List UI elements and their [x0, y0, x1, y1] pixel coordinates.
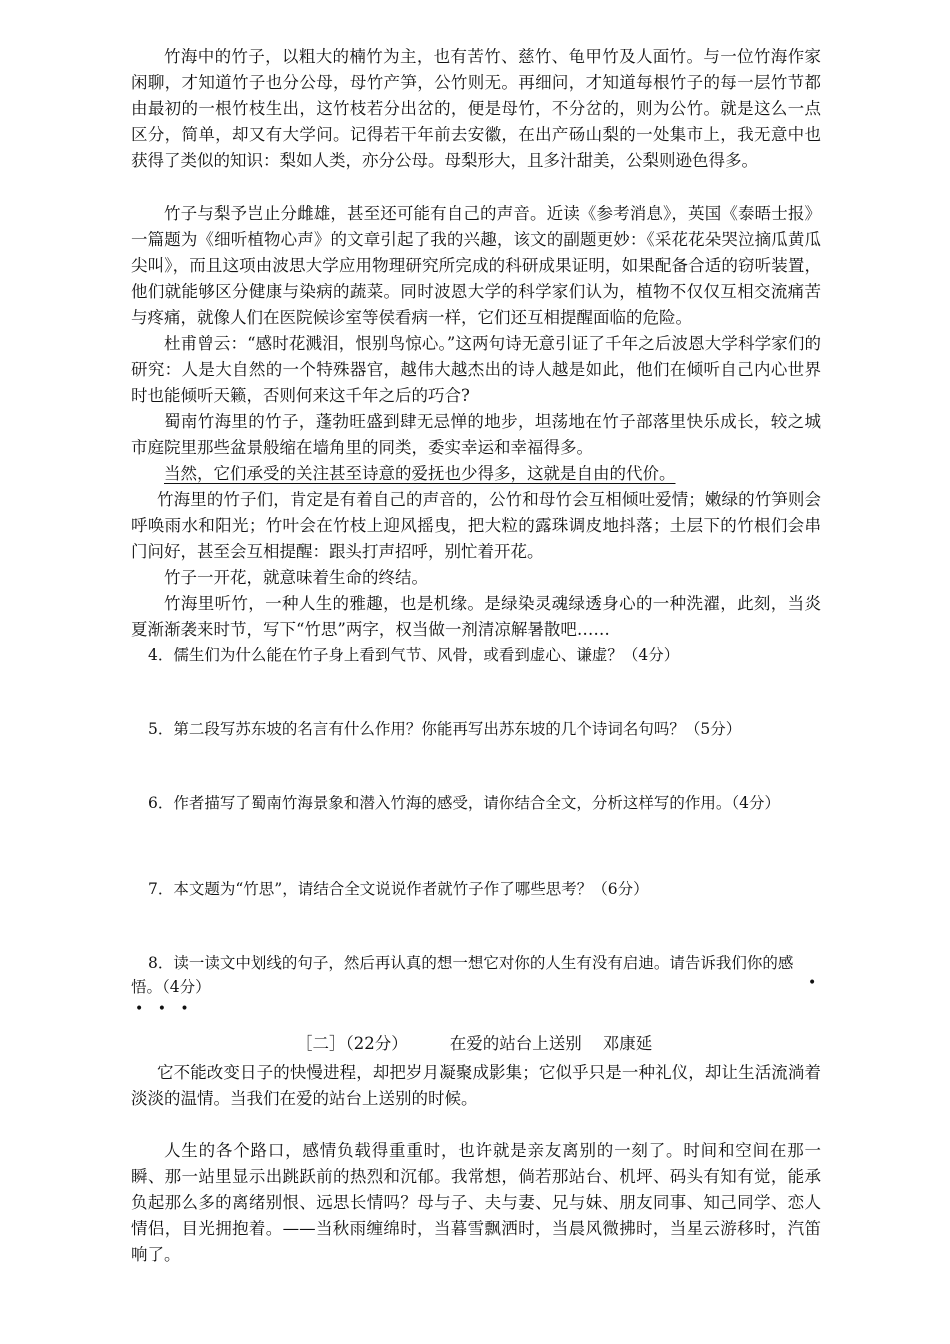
- emphasis-dots: • • •: [135, 1001, 194, 1017]
- paragraph-bamboo-flower: 竹子一开花，就意味着生命的终结。: [164, 568, 428, 587]
- emphasis-dot-ni: •: [808, 975, 817, 991]
- underlined-sentence-text: 当然，它们承受的关注甚至诗意的爱抚也少得多，这就是自由的代价。: [164, 464, 676, 483]
- section-label: ［二］（22分）: [296, 1034, 408, 1053]
- question-7: 7．本文题为“竹思”，请结合全文说说作者就竹子作了哪些思考？（6分）: [148, 880, 649, 898]
- paragraph-closing: 竹海里听竹，一种人生的雅趣，也是机缘。是绿染灵魂绿透身心的一种洗濯，此刻，当炎夏渐渐袭来时节，写下“竹思”两字，权当做一剂清凉解暑散吧……: [131, 594, 821, 639]
- section-author: 邓康延: [602, 1034, 653, 1053]
- question-8: 8．读一读文中划线的句子，然后再认真的想一想它对你的人生有没有启迪。请告诉我们你的感悟。（4分）: [131, 954, 794, 996]
- question-5: 5．第二段写苏东坡的名言有什么作用？你能再写出苏东坡的几个诗词名句吗？（5分）: [148, 720, 742, 738]
- question-4: 4．儒生们为什么能在竹子身上看到气节、风骨，或看到虚心、谦虚？（4分）: [148, 646, 680, 664]
- section-paragraph-2: 人生的各个路口，感情负载得重重时，也许就是亲友离别的一刻了。时间和空间在那一瞬、那一站里显示出跳跃前的热烈和沉郁。我常想，倘若那站台、机坪、码头有知有觉，能承负起那么多的离绪别恨、远思长情吗？母与子、夫与妻、兄与妹、朋友同事、知己同学、恋人情侣，目光拥抱着。——当秋雨缠绵时，当暮雪飘洒时，当晨风微拂时，当星云游移时，汽笛响了。: [131, 1141, 821, 1264]
- section-paragraph-1: 它不能改变日子的快慢进程，却把岁月凝聚成影集；它似乎只是一种礼仪，却让生活流淌着淡淡的温情。当我们在爱的站台上送别的时候。: [131, 1063, 821, 1108]
- paragraph-bamboo-gender: 竹海中的竹子，以粗大的楠竹为主，也有苦竹、慈竹、龟甲竹及人面竹。与一位竹海作家闲聊，才知道竹子也分公母，母竹产笋，公竹则无。再细问，才知道每根竹子的每一层竹节都由最初的一根竹枝生出，这竹枝若分出岔的，便是母竹，不分岔的，则为公竹。就是这么一点区分，简单，却又有大学问。记得若干年前去安徽，在出产砀山梨的一处集市上，我无意中也获得了类似的知识：梨如人类，亦分公母。母梨形大，且多汁甜美，公梨则逊色得多。: [131, 47, 821, 170]
- paragraph-bamboo-voices: 竹海里的竹子们，肯定是有着自己的声音的，公竹和母竹会互相倾吐爱情；嫩绿的竹笋则会呼唤雨水和阳光；竹叶会在竹枝上迎风摇曳，把大粒的露珠调皮地抖落；土层下的竹根们会串门问好，甚至会互相提醒：跟头打声招呼，别忙着开花。: [131, 490, 821, 561]
- section-title: 在爱的站台上送别: [449, 1034, 582, 1053]
- paragraph-plant-voices: 竹子与梨予岂止分雌雄，甚至还可能有自己的声音。近读《参考消息》，英国《泰晤士报》一篇题为《细听植物心声》的文章引起了我的兴趣，该文的副题更妙：《采花花朵哭泣摘瓜黄瓜尖叫》，而且这项由波思大学应用物理研究所完成的科研成果证明，如果配备合适的窃听装置，他们就能够区分健康与染病的蔬菜。同时波恩大学的科学家们认为，植物不仅仅互相交流痛苦与疼痛，就像人们在医院候诊室等侯看病一样，它们还互相提醒面临的危险。: [131, 204, 821, 327]
- paragraph-shunan-bamboo: 蜀南竹海里的竹子，蓬勃旺盛到肆无忌惮的地步，坦荡地在竹子部落里快乐成长，较之城市庭院里那些盆景般缩在墙角里的同类，委实幸运和幸福得多。: [131, 412, 821, 457]
- section-heading: [296, 1030, 652, 1054]
- question-6: 6．作者描写了蜀南竹海景象和潜入竹海的感受，请你结合全文，分析这样写的作用。（4分）: [148, 794, 780, 812]
- paragraph-du-fu: 杜甫曾云：“感时花溅泪，恨别鸟惊心。”这两句诗无意引证了千年之后波恩大学科学家们的研究：人是大自然的一个特殊器官，越伟大越杰出的诗人越是如此，他们在倾听自己内心世界时也能倾听天籁，否则何来这千年之后的巧合?: [131, 334, 821, 405]
- underlined-sentence: [164, 461, 764, 487]
